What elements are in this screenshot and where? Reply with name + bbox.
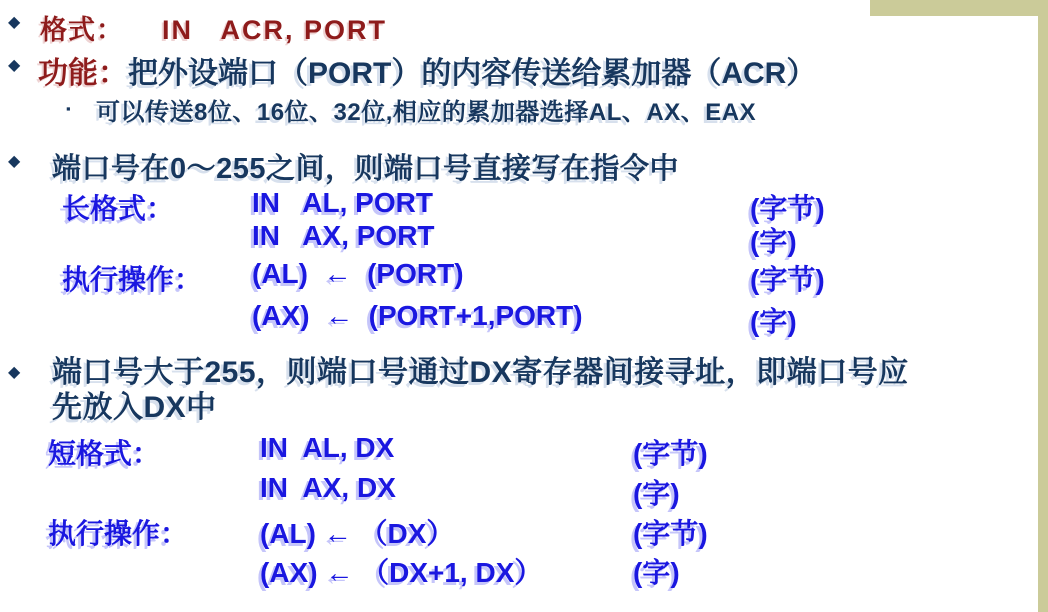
row-size-note: (字) <box>633 478 680 509</box>
row-code: IN AX, PORT <box>252 220 435 251</box>
diamond-bullet-icon: ◆ <box>8 14 21 31</box>
row-code: (AL) ← (PORT) <box>252 258 464 289</box>
diamond-bullet-icon: ◆ <box>8 153 21 170</box>
instruction-row <box>62 258 825 298</box>
row-code: IN AL, DX <box>260 432 395 463</box>
right-accent-bar <box>1038 0 1048 612</box>
row-code: (AX) ← (PORT+1,PORT) <box>252 300 583 331</box>
row-size-note: (字节) <box>750 193 825 224</box>
format-label: 格式： <box>40 15 124 45</box>
format-instruction: IN ACR, PORT <box>162 15 388 45</box>
row-code: IN AL, PORT <box>252 187 433 218</box>
instruction-row <box>62 300 797 340</box>
row-code: (AX) ← （DX+1, DX） <box>260 557 543 588</box>
instruction-row <box>48 551 680 591</box>
indirect-heading-line2: 先放入DX中 <box>52 391 217 424</box>
instruction-row <box>62 220 797 260</box>
row-label: 短格式： <box>48 438 161 469</box>
row-size-note: (字) <box>633 557 680 588</box>
function-line <box>38 48 816 92</box>
row-size-note: (字节) <box>633 438 708 469</box>
function-label: 功能： <box>38 57 128 90</box>
instruction-row <box>48 472 680 512</box>
format-line <box>40 8 387 47</box>
indirect-heading-line1: 端口号大于255，则端口号通过DX寄存器间接寻址，即端口号应 <box>52 356 909 389</box>
top-accent-bar <box>870 0 1048 16</box>
row-size-note: (字节) <box>750 264 825 295</box>
square-sub-bullet-icon: ▪ <box>66 101 71 116</box>
row-code: (AL) ← （DX） <box>260 518 455 549</box>
row-label: 执行操作： <box>62 264 203 295</box>
direct-port-heading: 端口号在0～255之间，则端口号直接写在指令中 <box>52 153 680 185</box>
indirect-port-heading <box>52 355 909 425</box>
diamond-bullet-icon: ◆ <box>8 364 21 381</box>
row-size-note: (字节) <box>633 518 708 549</box>
instruction-row <box>48 432 708 472</box>
function-text: 把外设端口（PORT）的内容传送给累加器（ACR） <box>128 57 817 90</box>
function-sub-note: 可以传送8位、16位、32位,相应的累加器选择AL、AX、EAX <box>96 99 757 126</box>
row-size-note: (字) <box>750 306 797 337</box>
row-size-note: (字) <box>750 226 797 257</box>
row-code: IN AX, DX <box>260 472 396 503</box>
instruction-row <box>48 512 708 552</box>
row-label: 执行操作： <box>48 518 189 549</box>
row-label: 长格式： <box>62 193 175 224</box>
diamond-bullet-icon: ◆ <box>8 57 21 74</box>
